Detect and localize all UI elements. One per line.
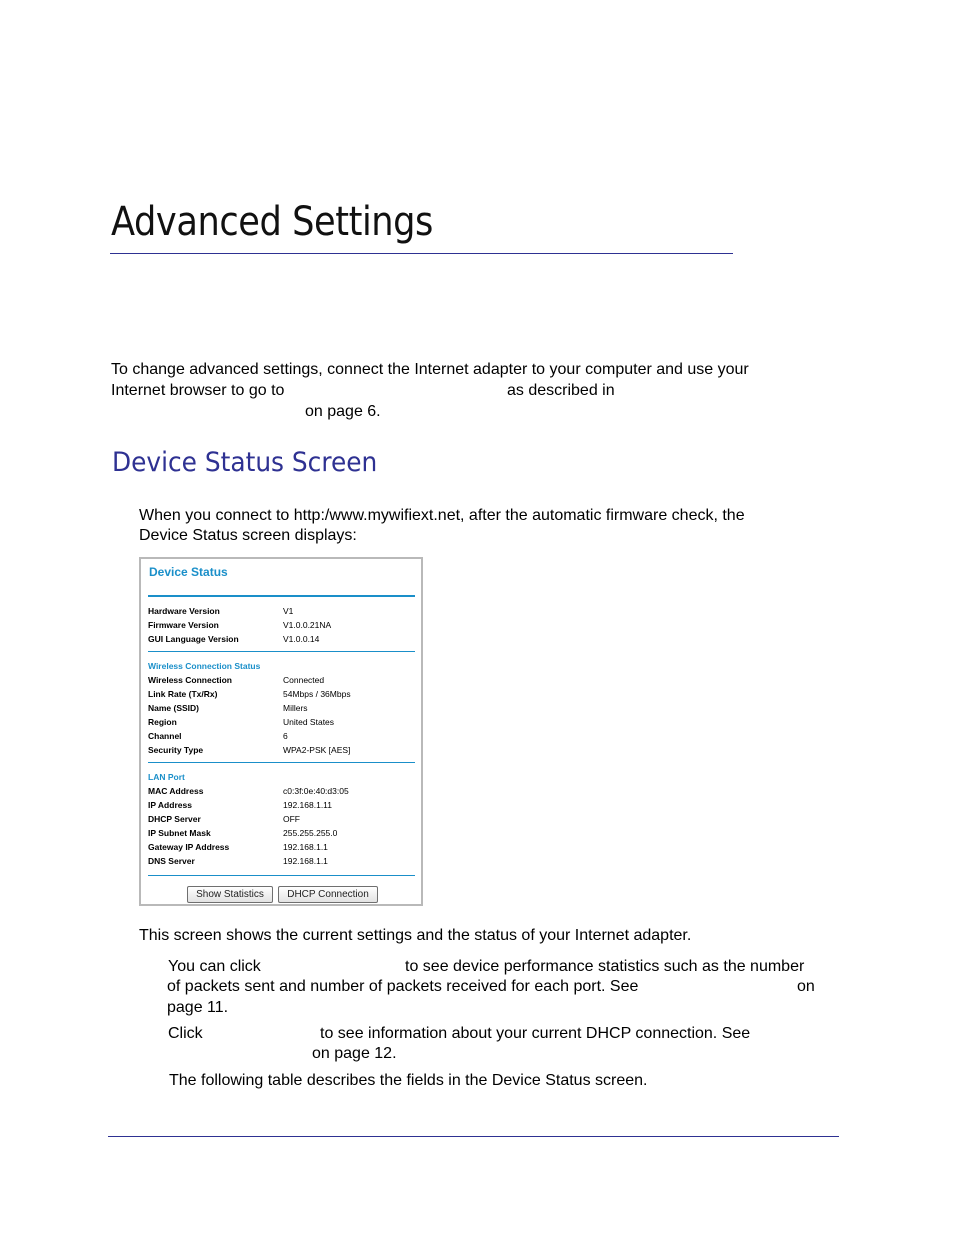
device-status-rule: [148, 875, 415, 876]
dhcp-connection-button[interactable]: DHCP Connection: [278, 886, 378, 903]
section-p1-line-2: Device Status screen displays:: [139, 527, 357, 544]
section-p1-line-1: When you connect to http:/www.mywifiext.net, after the automatic firmware check, the: [139, 507, 745, 524]
bullet1-line-1b: to see device performance statistics such as the number: [405, 958, 805, 975]
title-divider: [110, 253, 733, 254]
section-p2: This screen shows the current settings and the status of your Internet adapter.: [139, 927, 692, 944]
footer-divider: [108, 1136, 839, 1137]
device-status-rule: [148, 595, 415, 597]
device-status-title: Device Status: [149, 565, 228, 579]
section-heading: Device Status Screen: [112, 447, 378, 478]
bullet2-line-2: on page 12.: [312, 1045, 397, 1062]
intro-line-2b: as described in: [507, 382, 615, 399]
device-status-rule: [148, 651, 415, 652]
wireless-section-heading: Wireless Connection Status: [148, 661, 261, 671]
bullet1-line-3: page 11.: [167, 999, 229, 1016]
show-statistics-button[interactable]: Show Statistics: [187, 886, 273, 903]
section-p3: The following table describes the fields in the Device Status screen.: [169, 1072, 648, 1089]
bullet1-line-1a: You can click: [168, 958, 261, 975]
lan-section-heading: LAN Port: [148, 772, 185, 782]
intro-line-2a: Internet browser to go to: [111, 382, 285, 399]
bullet2-line-1a: Click: [168, 1025, 203, 1042]
device-status-rule: [148, 762, 415, 763]
chapter-title: Advanced Settings: [111, 199, 433, 245]
intro-line-1: To change advanced settings, connect the Internet adapter to your computer and use your: [111, 361, 749, 378]
bullet2-line-1b: to see information about your current DHCP connection. See: [320, 1025, 751, 1042]
bullet1-line-2a: of packets sent and number of packets received for each port. See: [167, 978, 639, 995]
device-status-screenshot: Device Status Hardware Version V1 Firmware Version V1.0.0.21NA GUI Language Version V1.0.0.14 Wireless Connection Status Wireless Connection Connected Link Rate (Tx/Rx) 54Mbps / 36Mbps Name (SSID) Millers Region United States Channel 6 Security Type WPA2-PSK [AES] LAN Port MAC Address c0:3f:0e:40:d3:05 IP Address 192.168.1.11 DHCP Server OFF IP Subnet Mask 255.255.255.0 Gateway IP Address 192.168.1.1 DNS Server 192.168.1.1 Show Statistics DHCP Connection: [139, 557, 423, 906]
intro-line-3: on page 6.: [305, 403, 381, 420]
bullet1-line-2b: on: [797, 978, 815, 995]
